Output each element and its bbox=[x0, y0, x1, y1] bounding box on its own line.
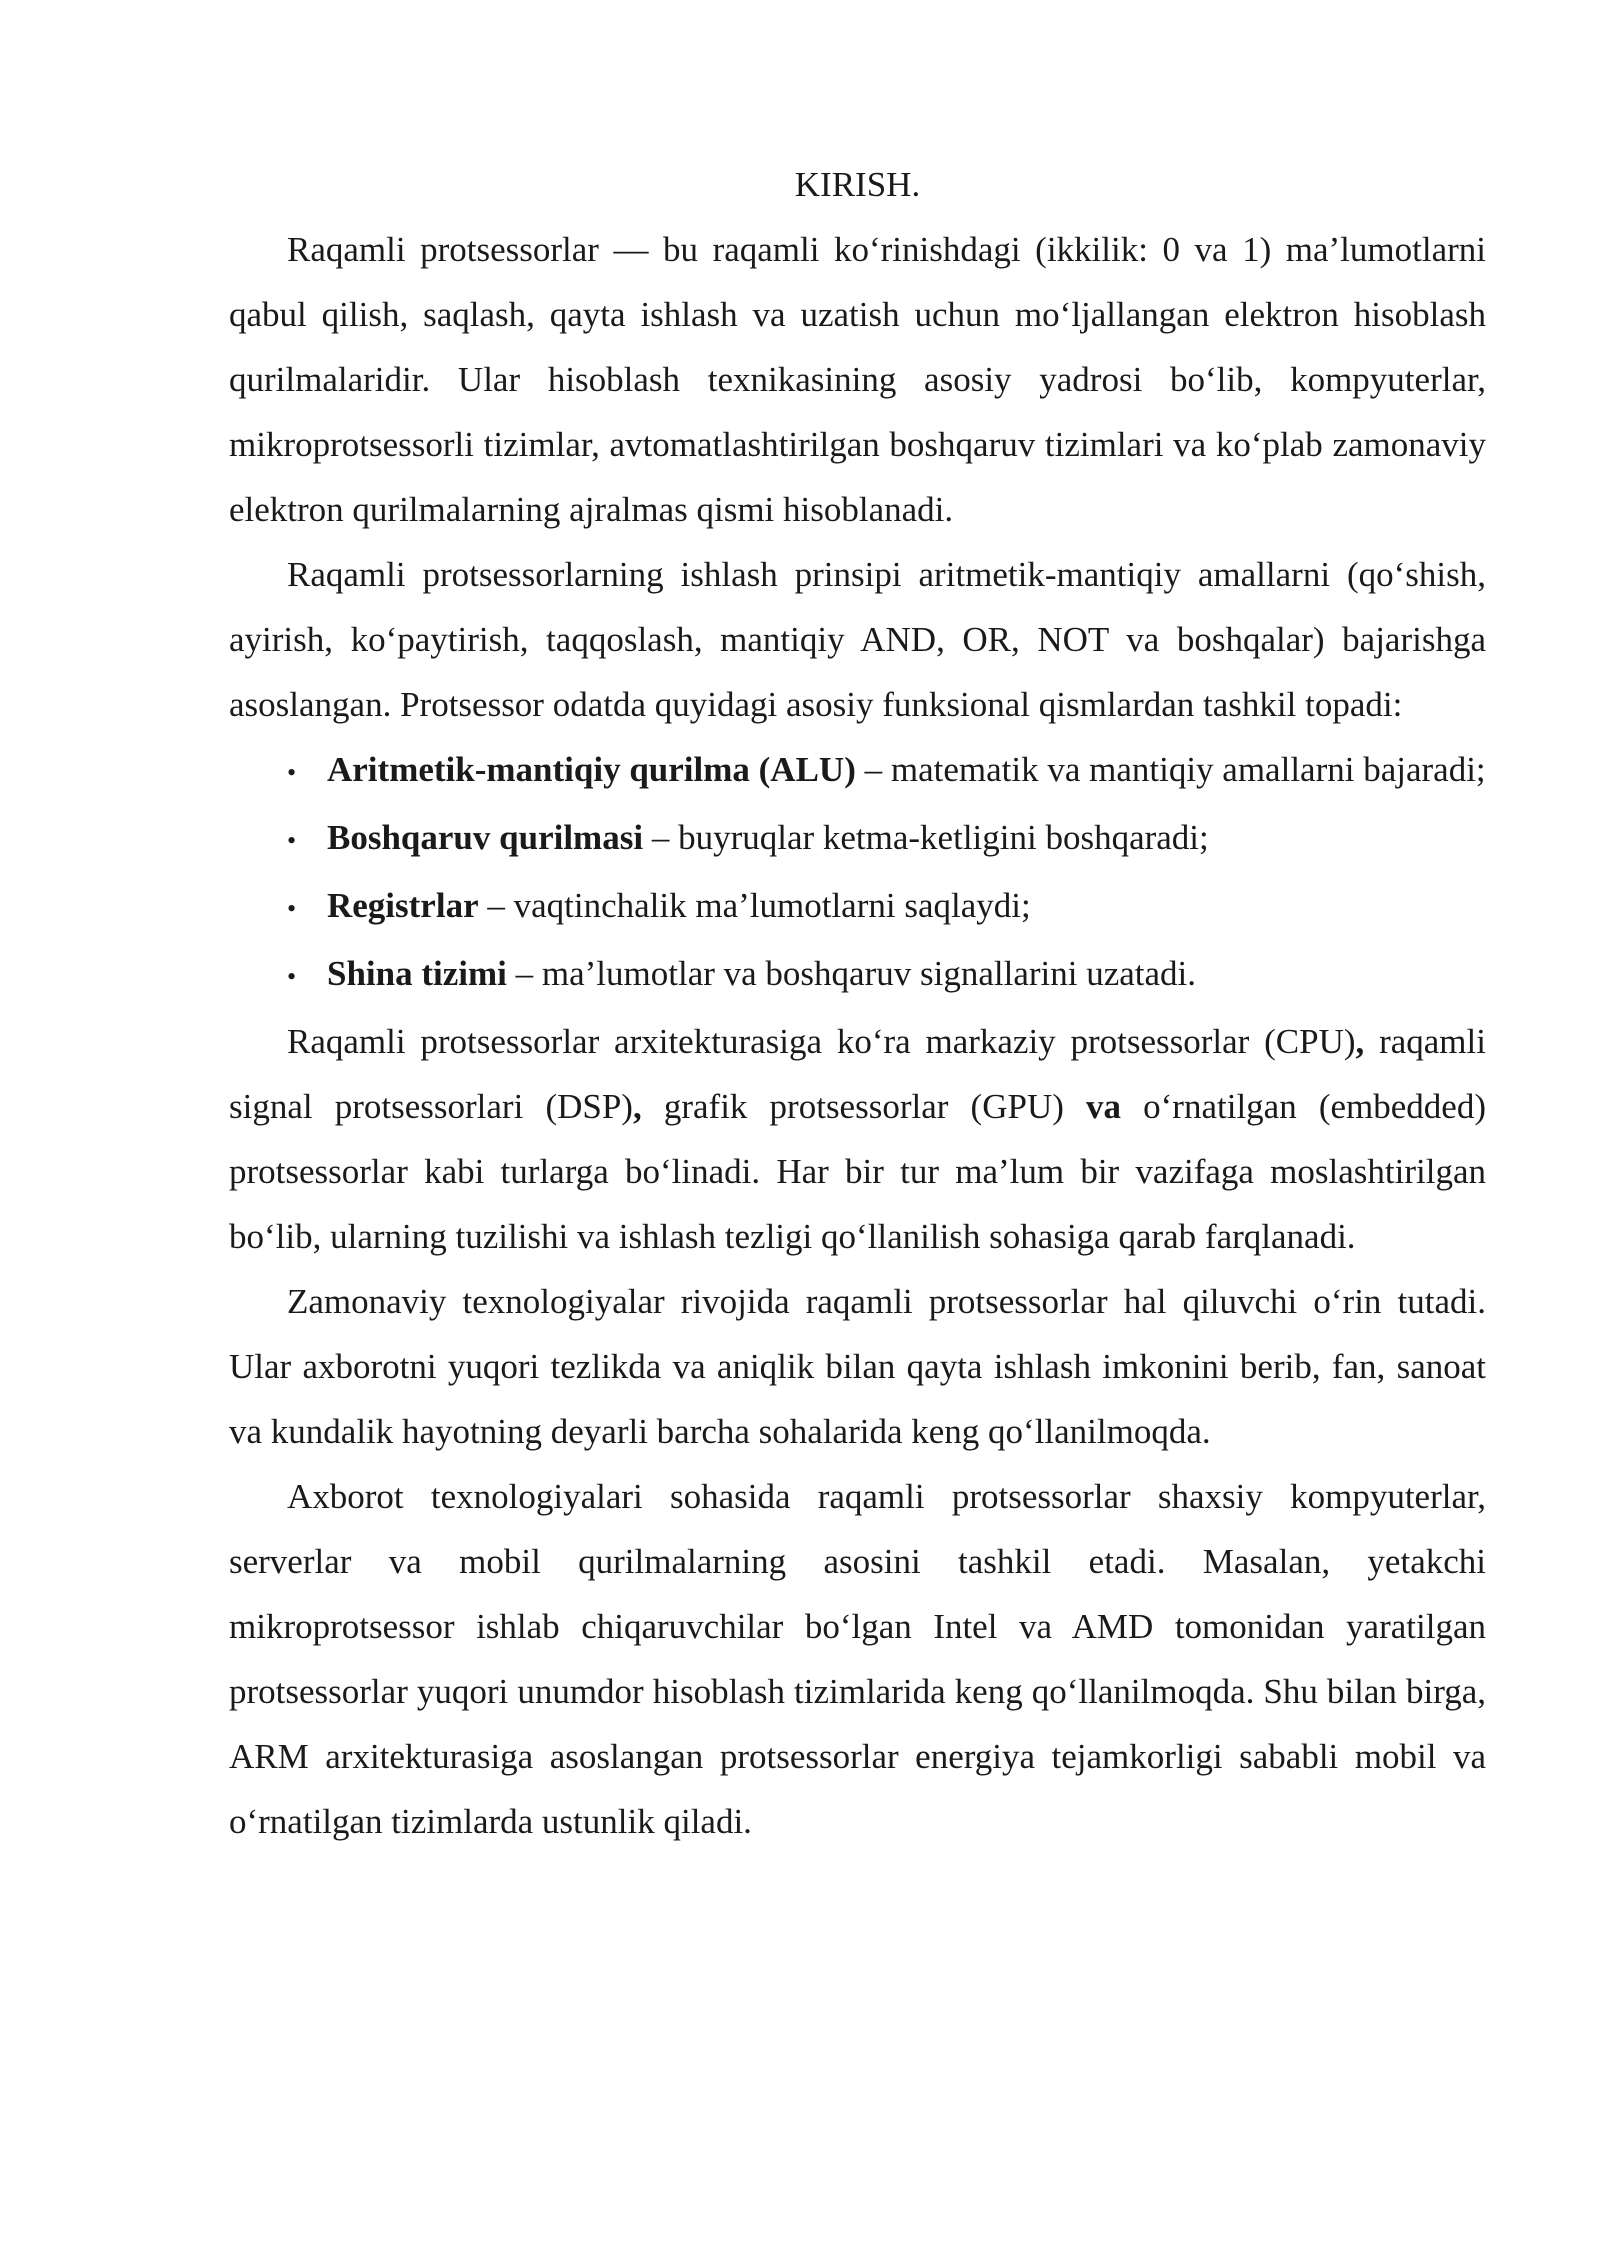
intro-paragraph-1: Raqamli protsessorlar — bu raqamli koʻrinishdagi (ikkilik: 0 va 1) ma’lumotlarni qabul qilish, saqlash, qayta ishlash va uzatish uchun moʻljallangan elektron hisoblash qurilmalaridir. Ular hisoblash texnikasining asosiy yadrosi boʻlib, kompyuterlar, mikroprotsessorli tizimlar, avtomatlashtirilgan boshqaruv tizimlari va koʻplab zamonaviy elektron qurilmalarning ajralmas qismi hisoblanadi. bbox=[229, 230, 1486, 529]
paragraph-text: grafik protsessorlar (GPU) bbox=[641, 1087, 1087, 1126]
list-item-text: – buyruqlar ketma-ketligini boshqaradi; bbox=[643, 818, 1209, 857]
list-item-term: Shina tizimi bbox=[327, 954, 507, 993]
modern-technologies-paragraph: Zamonaviy texnologiyalar rivojida raqamli protsessorlar hal qiluvchi oʻrin tutadi. Ular axborotni yuqori tezlikda va aniqlik bilan qayta ishlash imkonini berib, fan, sanoat va kundalik hayotning deyarli barcha sohalarida keng qoʻllanilmoqda. bbox=[229, 1282, 1486, 1451]
list-item-term: Aritmetik-mantiqiy qurilma (ALU) bbox=[327, 750, 856, 789]
list-item bbox=[229, 873, 1486, 941]
bullet-icon: • bbox=[287, 894, 297, 923]
list-item bbox=[229, 737, 1486, 805]
list-item-term: Boshqaruv qurilmasi bbox=[327, 818, 644, 857]
page-title: KIRISH. bbox=[794, 165, 921, 204]
list-item bbox=[229, 805, 1486, 873]
bold-comma: , bbox=[1355, 1022, 1365, 1061]
information-technologies-paragraph: Axborot texnologiyalari sohasida raqamli protsessorlar shaxsiy kompyuterlar, serverlar va mobil qurilmalarning asosini tashkil etadi. Masalan, yetakchi mikroprotsessor ishlab chiqaruvchilar boʻlgan Intel va AMD tomonidan yaratilgan protsessorlar yuqori unumdor hisoblash tizimlarida keng qoʻllanilmoqda. Shu bilan birga, ARM arxitekturasiga asoslangan protsessorlar energiya tejamkorligi sababli mobil va oʻrnatilgan tizimlarda ustunlik qiladi. bbox=[229, 1477, 1486, 1841]
list-item-text: – ma’lumotlar va boshqaruv signallarini uzatadi. bbox=[506, 954, 1197, 993]
bullet-icon: • bbox=[287, 826, 297, 855]
bold-conjunction: va bbox=[1086, 1087, 1122, 1126]
processor-types-paragraph bbox=[229, 1009, 1486, 1269]
list-item-text: – matematik va mantiqiy amallarni bajaradi; bbox=[855, 750, 1486, 789]
list-item-term: Registrlar bbox=[327, 886, 479, 925]
bullet-icon: • bbox=[287, 758, 297, 787]
list-item-text: – vaqtinchalik ma’lumotlarni saqlaydi; bbox=[478, 886, 1031, 925]
document-body bbox=[229, 152, 1486, 1854]
paragraph-text: oʻrnatilgan (embedded) protsessorlar kabi turlarga boʻlinadi. Har bir tur ma’lum bir vazifaga moslashtirilgan boʻlib, ularning tuzilishi va ishlash tezligi qoʻllanilish sohasiga qarab farqlanadi. bbox=[229, 1087, 1486, 1256]
bullet-icon: • bbox=[287, 962, 297, 991]
paragraph-text: Raqamli protsessorlar arxitekturasiga koʻra markaziy protsessorlar (CPU) bbox=[287, 1022, 1356, 1061]
paragraph-text: raqamli signal protsessorlari (DSP) bbox=[229, 1022, 1486, 1126]
list-item bbox=[229, 941, 1486, 1009]
bold-comma: , bbox=[632, 1087, 642, 1126]
intro-paragraph-2: Raqamli protsessorlarning ishlash prinsipi aritmetik-mantiqiy amallarni (qoʻshish, ayirish, koʻpaytirish, taqqoslash, mantiqiy AND, OR, NOT va boshqalar) bajarishga asoslangan. Protsessor odatda quyidagi asosiy funksional qismlardan tashkil topadi: bbox=[229, 555, 1486, 724]
